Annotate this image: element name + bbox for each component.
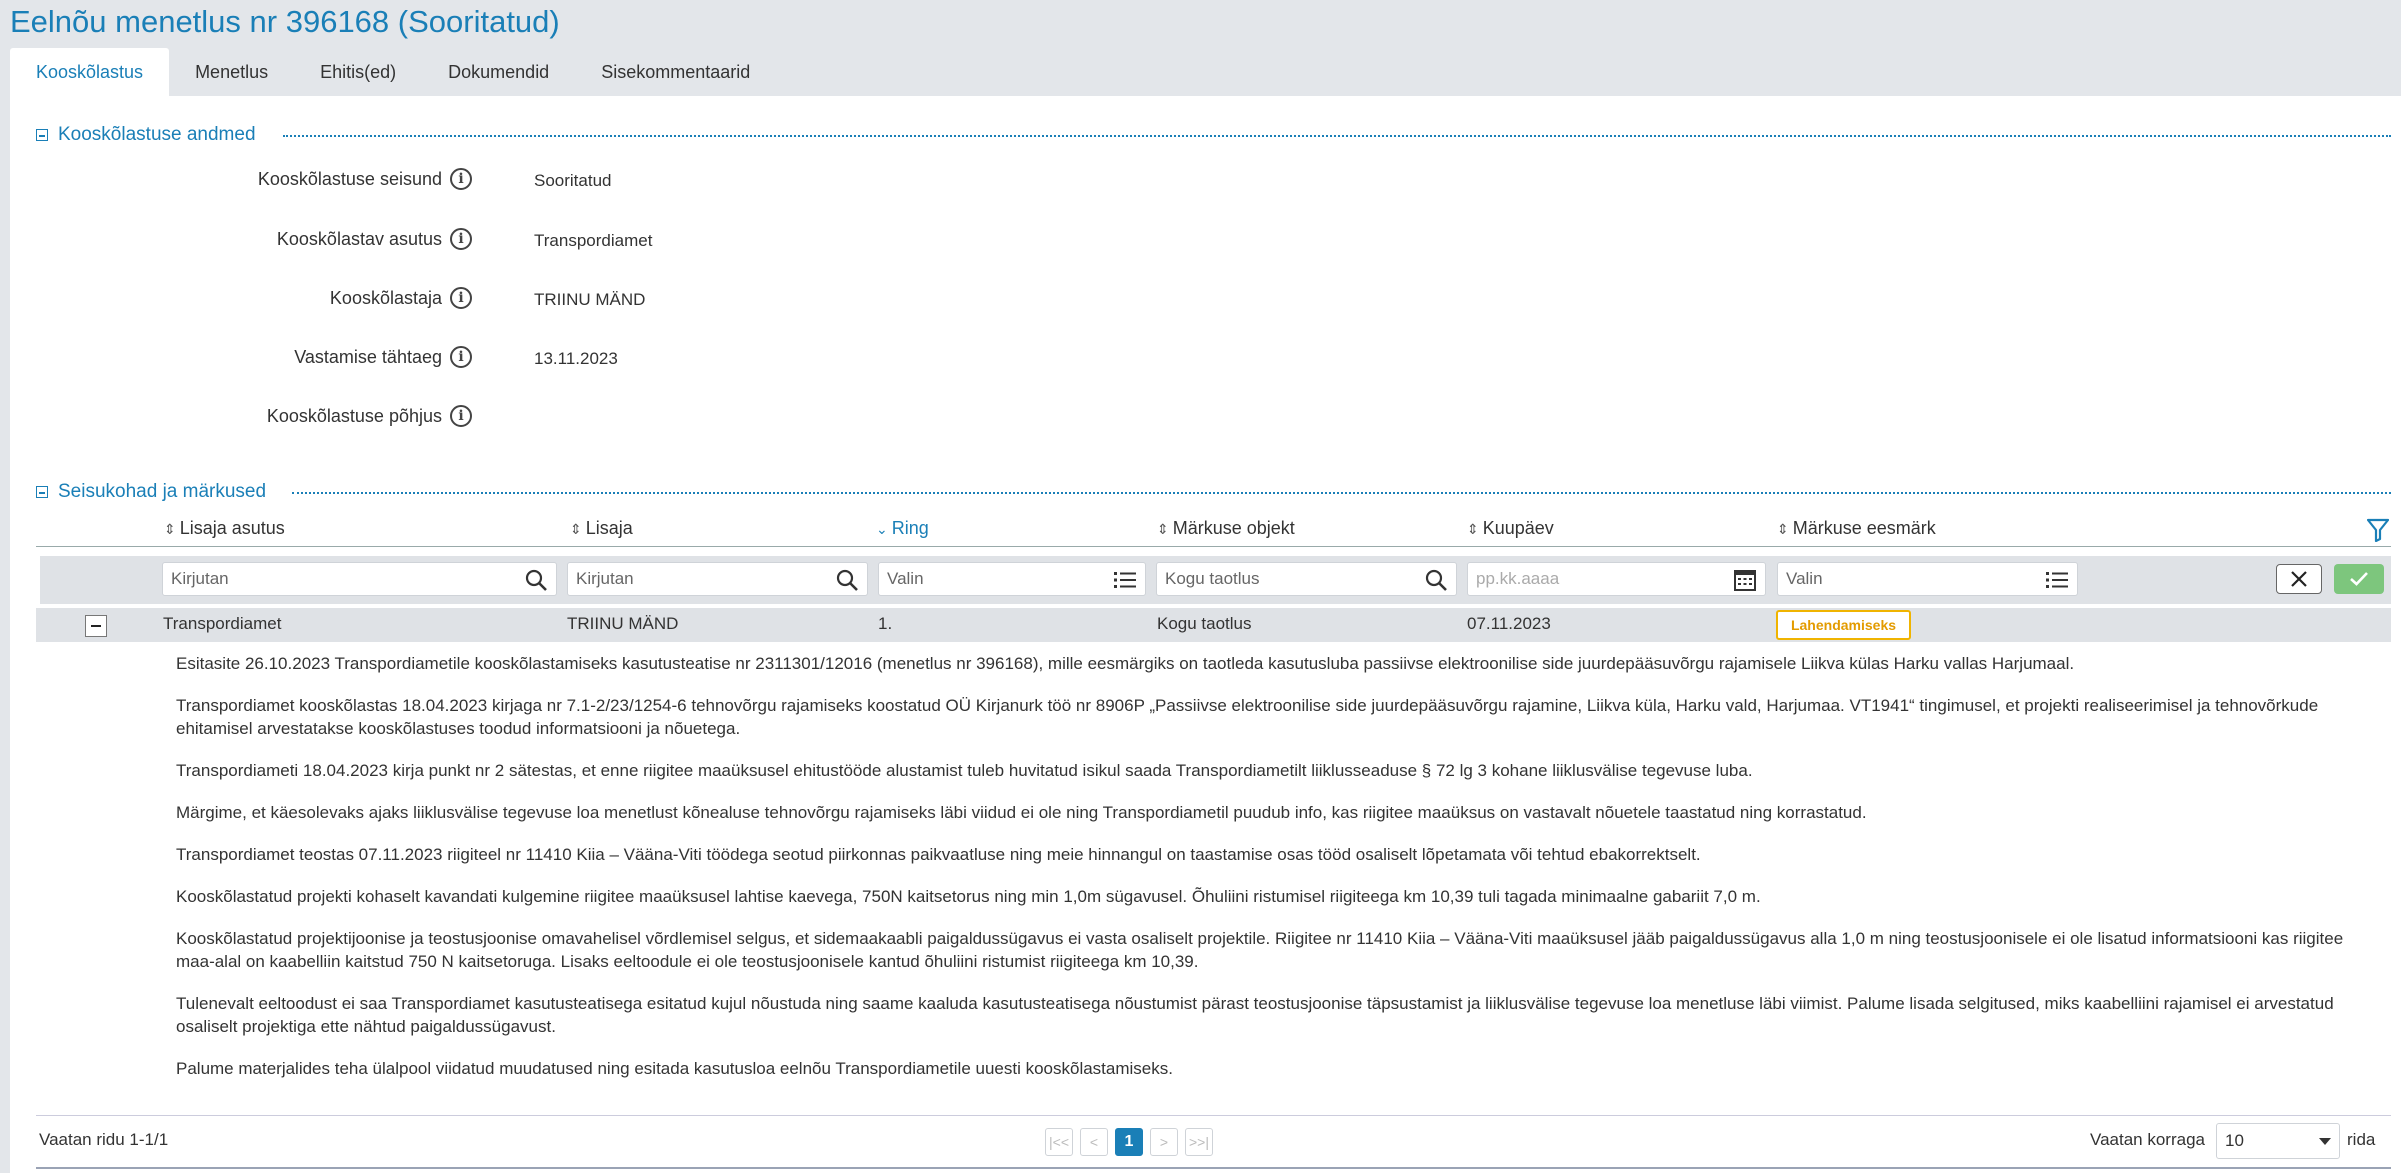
footer-divider [36,1115,2391,1116]
left-rail [0,96,10,1173]
caret-down-icon [2319,1138,2331,1145]
field-label-seisund: Kooskõlastuse seisund i [258,168,472,190]
field-label-kooskolastaja: Kooskõlastaja i [330,287,472,309]
remark-paragraph: Palume materjalides teha ülalpool viidatud muudatused ning esitada kasutusloa eelnõu Transpordiametile uuesti kooskõlastamiseks. [176,1059,1173,1078]
remark-paragraph: Kooskõlastatud projekti kohaselt kavandati kulgemine riigitee maaüksusel lahtise kaevega, 750N kaitsetorus ning min 1,0m sügavusel. Õhuliini ristumisel riigiteega km 10,39 tuli tagada minimaalne gabariit 7,0 m. [176,887,1761,906]
tab-dokumendid[interactable]: Dokumendid [448,62,550,82]
list-icon[interactable] [2045,568,2069,592]
rows-info: Vaatan ridu 1-1/1 [39,1130,169,1149]
page-1-button[interactable]: 1 [1115,1128,1143,1156]
cell-lisaja: TRIINU MÄND [567,614,679,633]
field-label-pohjus: Kooskõlastuse põhjus i [267,405,472,427]
filter-kuupaev-input[interactable]: pp.kk.aaaa [1467,562,1766,596]
field-value-asutus: Transpordiamet [534,231,653,250]
remark-paragraph: Transpordiameti 18.04.2023 kirja punkt nr 2 sätestas, et enne riigitee maaüksusel ehitustööde alustamist tuleb huvitatud isikul saada Transpordiametilt liiklusseaduse § 72 lg 3 kohane liiklusvälise tegevuse luba. [176,761,1753,780]
check-icon [2349,571,2369,587]
filter-markuse-objekt-input[interactable]: Kogu taotlus [1156,562,1457,596]
remark-paragraph: Tulenevalt eeltoodust ei saa Transpordiamet kasutusteatisega esitatud kujul nõustuda ning saame kaaluda kasutusteatisega nõustumist pärast teostusjoonise täpsustamist ja liiklusvälise tegevuse loa menetluse läbi viimist. Palume lisada selgitused, miks kaabelliini rajamisel ei arvestatud osaliselt projektiga ette nähtud paigaldussügavust. [176,994,2334,1036]
info-icon[interactable]: i [450,405,472,427]
filter-lisaja-asutus-input[interactable]: Kirjutan [162,562,557,596]
chevron-down-icon: ⌄ [876,520,888,537]
sort-icon: ⇕ [1467,520,1479,537]
column-header-markuse-eesmark[interactable]: ⇕ Märkuse eesmärk [1777,518,1936,538]
tab-bar [10,48,776,96]
sort-icon: ⇕ [1157,520,1169,537]
close-icon [2290,570,2308,588]
search-icon[interactable] [835,568,859,592]
section-divider [292,492,2391,494]
info-icon[interactable]: i [450,228,472,250]
per-page-select[interactable]: 10 [2216,1123,2340,1159]
remark-paragraph: Transpordiamet kooskõlastas 18.04.2023 kirjaga nr 7.1-2/23/1254-6 tehnovõrgu rajamiseks koostatud OÜ Kirjanurk töö nr 8906P „Passiivse elektroonilise side juurdepääsuvõrgu rajamine, Liikva küla, Harku vald, Harjumaa. VT1941“ tingimusel, et projekti realiseerimisel ja tehnovõrkude ehitamisel arvestatakse kooskõlastuses toodud informatsiooni ja nõuetega. [176,696,2319,738]
footer-border [36,1167,2391,1169]
tab-sisekommentaarid[interactable]: Sisekommentaarid [601,62,751,82]
pagination [1045,1128,1220,1156]
clear-filters-button[interactable] [2276,564,2322,594]
sort-icon: ⇕ [164,520,176,537]
remark-paragraph: Esitasite 26.10.2023 Transpordiametile kooskõlastamiseks kasutusteatise nr 2311301/12016 (menetlus nr 396168), mille eesmärgiks on taotleda kasutusluba passiivse elektroonilise side juurdepääsuvõrgu rajamisele Liikva külas Harku vallas Harjumaal. [176,654,2075,673]
next-page-button[interactable]: > [1150,1128,1178,1156]
sort-icon: ⇕ [570,520,582,537]
column-header-markuse-objekt[interactable]: ⇕ Märkuse objekt [1157,518,1295,538]
calendar-icon[interactable] [1733,568,1757,592]
tab-menetlus[interactable]: Menetlus [195,62,269,82]
prev-page-button[interactable]: < [1080,1128,1108,1156]
field-label-tahtaeg: Vastamise tähtaeg i [294,346,472,368]
info-icon[interactable]: i [450,168,472,190]
cell-markuse-objekt: Kogu taotlus [1157,614,1252,633]
column-header-ring[interactable]: ⌄ Ring [876,518,929,538]
filter-lisaja-input[interactable]: Kirjutan [567,562,868,596]
cell-lisaja-asutus: Transpordiamet [163,614,282,633]
tab-kooskolastus[interactable]: Kooskõlastus [10,48,169,96]
apply-filters-button[interactable] [2334,564,2384,594]
per-page-label: Vaatan korraga [2090,1130,2205,1149]
cell-ring: 1. [878,614,893,633]
remark-paragraph: Kooskõlastatud projektijoonise ja teostusjoonise omavahelisel võrdlemisel selgus, et sidemaakaabli paigaldussügavus ei vasta osaliselt projektile. Riigitee nr 11410 Kiia – Vääna-Viti maaüksusel jääb paigaldussügavus alla 1,0 m ning teostusjoonisele ei ole lisatud informatsiooni kas riigitee maa-alal on kaabelliin kaitstud 750 N kaitsetoruga. Lisaks eeltoodule ei ole teostusjoonisele kantud õhuliini ristumist riigiteega km 10,39. [176,929,2344,971]
filter-icon[interactable] [2367,518,2389,542]
first-page-button[interactable]: |<< [1045,1128,1073,1156]
cell-kuupaev: 07.11.2023 [1467,614,1551,633]
last-page-button[interactable]: >>| [1185,1128,1213,1156]
remark-paragraph: Märgime, et käesolevaks ajaks liiklusvälise tegevuse loa menetlust kõnealuse tehnovõrgu rajamiseks läbi viidud ei ole ning Transpordiametil puudub info, kas riigitee maaüksus on vastavalt nõuetele taastatud ning korrastatud. [176,803,1867,822]
approval-section-title: Kooskõlastuse andmed [58,124,256,145]
collapse-icon[interactable] [36,129,48,141]
filter-ring-select[interactable]: Valin [878,562,1146,596]
column-header-kuupaev[interactable]: ⇕ Kuupäev [1467,518,1554,538]
remark-paragraph: Transpordiamet teostas 07.11.2023 riigiteel nr 11410 Kiia – Vääna-Viti töödega seotud piirkonnas paikvaatluse ning meie hinnangul on taastamise osas tööd osaliselt lõpetamata või tehtud ebakorrektselt. [176,845,1701,864]
status-badge: Lahendamiseks [1776,610,1911,640]
page-title: Eelnõu menetlus nr 396168 (Sooritatud) [10,4,560,39]
list-icon[interactable] [1113,568,1137,592]
search-icon[interactable] [524,568,548,592]
search-icon[interactable] [1424,568,1448,592]
remark-detail [176,652,2366,1099]
remarks-section-title: Seisukohad ja märkused [58,481,267,502]
column-header-lisaja[interactable]: ⇕ Lisaja [570,518,633,538]
info-icon[interactable]: i [450,346,472,368]
field-value-seisund: Sooritatud [534,171,612,190]
header [0,0,2401,96]
info-icon[interactable]: i [450,287,472,309]
header-divider [36,546,2391,547]
field-value-tahtaeg: 13.11.2023 [534,349,618,368]
approval-section-header[interactable] [36,123,256,147]
column-header-lisaja-asutus[interactable]: ⇕ Lisaja asutus [164,518,285,538]
collapse-icon[interactable] [36,486,48,498]
collapse-row-icon[interactable] [85,615,107,637]
section-divider [283,135,2391,137]
per-page-unit: rida [2347,1130,2376,1149]
field-value-kooskolastaja: TRIINU MÄND [534,290,646,309]
remarks-section-header[interactable] [36,480,266,504]
filter-markuse-eesmark-select[interactable]: Valin [1777,562,2078,596]
sort-icon: ⇕ [1777,520,1789,537]
tab-ehitised[interactable]: Ehitis(ed) [320,62,397,82]
field-label-asutus: Kooskõlastav asutus i [277,228,472,250]
